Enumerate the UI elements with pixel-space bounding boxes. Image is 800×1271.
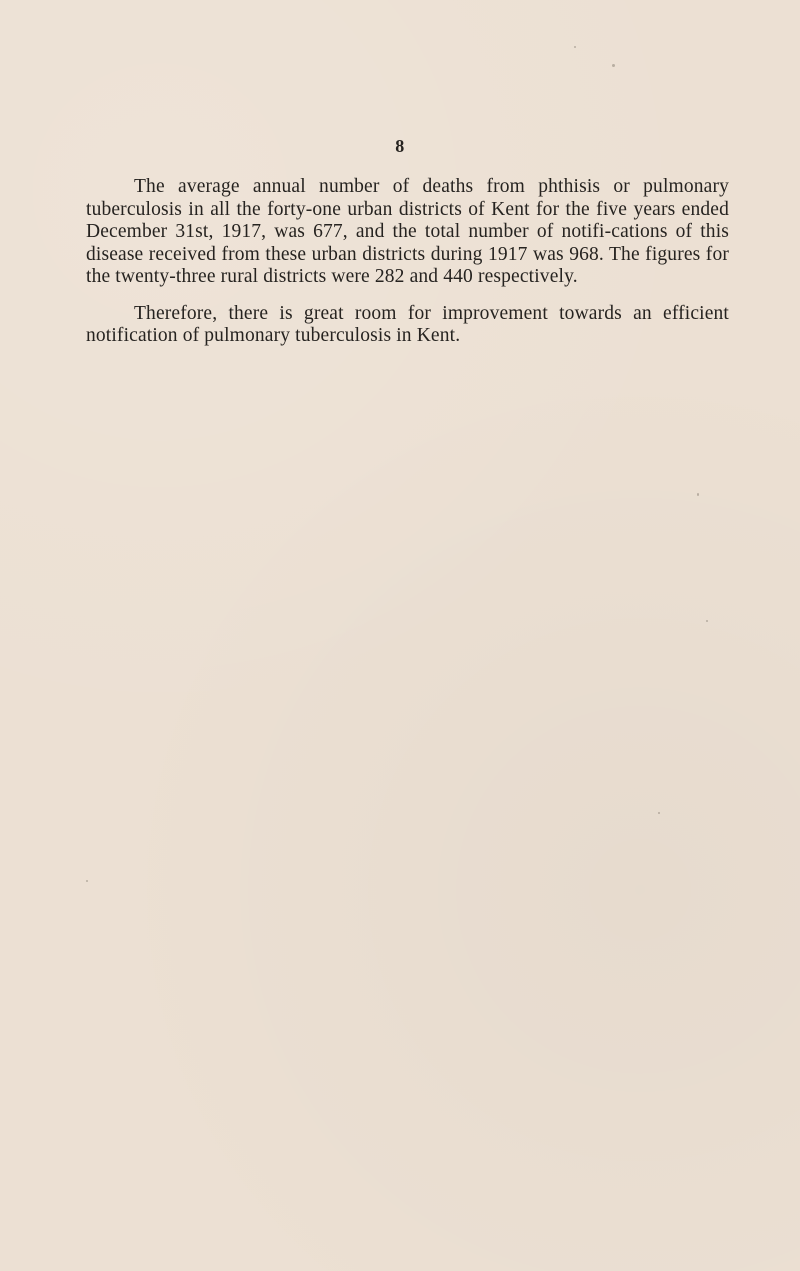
paper-speck — [86, 880, 88, 882]
paragraph-deaths-statistics: The average annual number of deaths from phthisis or pulmonary tuberculosis in all the forty-one urban districts of Kent for the five years ended December 31st, 1917, was 677, and the total number of notifi-cations of this disease received from these urban districts during 1917 was 968. The figures for the twenty-three rural districts were 282 and 440 respectively. — [86, 176, 729, 287]
paper-speck — [706, 620, 708, 622]
body-text — [86, 176, 729, 362]
paper-speck — [612, 64, 615, 67]
paragraph-conclusion: Therefore, there is great room for improvement towards an efficient notification of pulmonary tuberculosis in Kent. — [86, 302, 729, 346]
page-number: 8 — [395, 136, 405, 156]
paper-speck — [697, 493, 699, 496]
paper-speck — [658, 812, 660, 814]
paper-speck — [574, 46, 576, 48]
